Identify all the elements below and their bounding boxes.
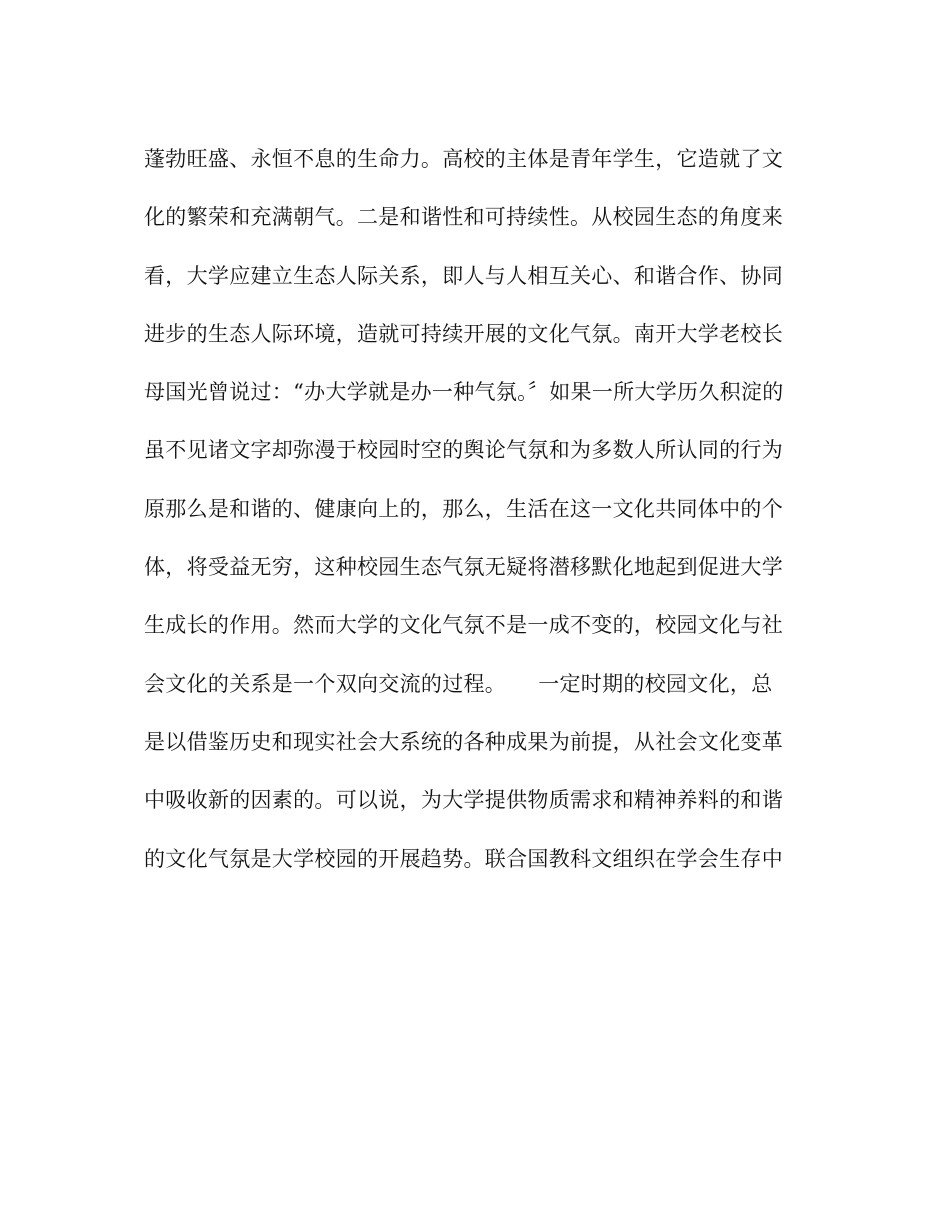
text-line-2: 化的繁荣和充满朝气。二是和谐性和可持续性。从校园生态的角度来 [144,205,783,230]
text-line-13: 的文化气氛是大学校园的开展趋势。联合国教科文组织在学会生存中 [144,846,783,871]
text-line-6: 虽不见诸文字却弥漫于校园时空的舆论气氛和为多数人所认同的行为 [144,438,783,463]
text-line-12: 中吸收新的因素的。可以说，为大学提供物质需求和精神养料的和谐 [144,788,783,813]
text-line-9: 生成长的作用。然而大学的文化气氛不是一成不变的，校园文化与社 [144,613,783,638]
text-line-8: 体，将受益无穷，这种校园生态气氛无疑将潜移默化地起到促进大学 [144,555,783,580]
text-line-3: 看，大学应建立生态人际关系，即人与人相互关心、和谐合作、协同 [144,263,783,288]
text-line-5: 母国光曾说过：“办大学就是办一种气氛。〞如果一所大学历久积淀的 [144,380,784,405]
text-line-4: 进步的生态人际环境，造就可持续开展的文化气氛。南开大学老校长 [144,321,783,346]
text-line-1: 蓬勃旺盛、永恒不息的生命力。高校的主体是青年学生，它造就了文 [144,147,783,171]
body-text [144,134,824,892]
text-line-7: 原那么是和谐的、健康向上的，那么，生活在这一文化共同体中的个 [144,496,783,521]
text-line-10: 会文化的关系是一个双向交流的过程。 一定时期的校园文化，总 [144,671,773,696]
text-line-11: 是以借鉴历史和现实社会大系统的各种成果为前提，从社会文化变革 [144,729,783,754]
